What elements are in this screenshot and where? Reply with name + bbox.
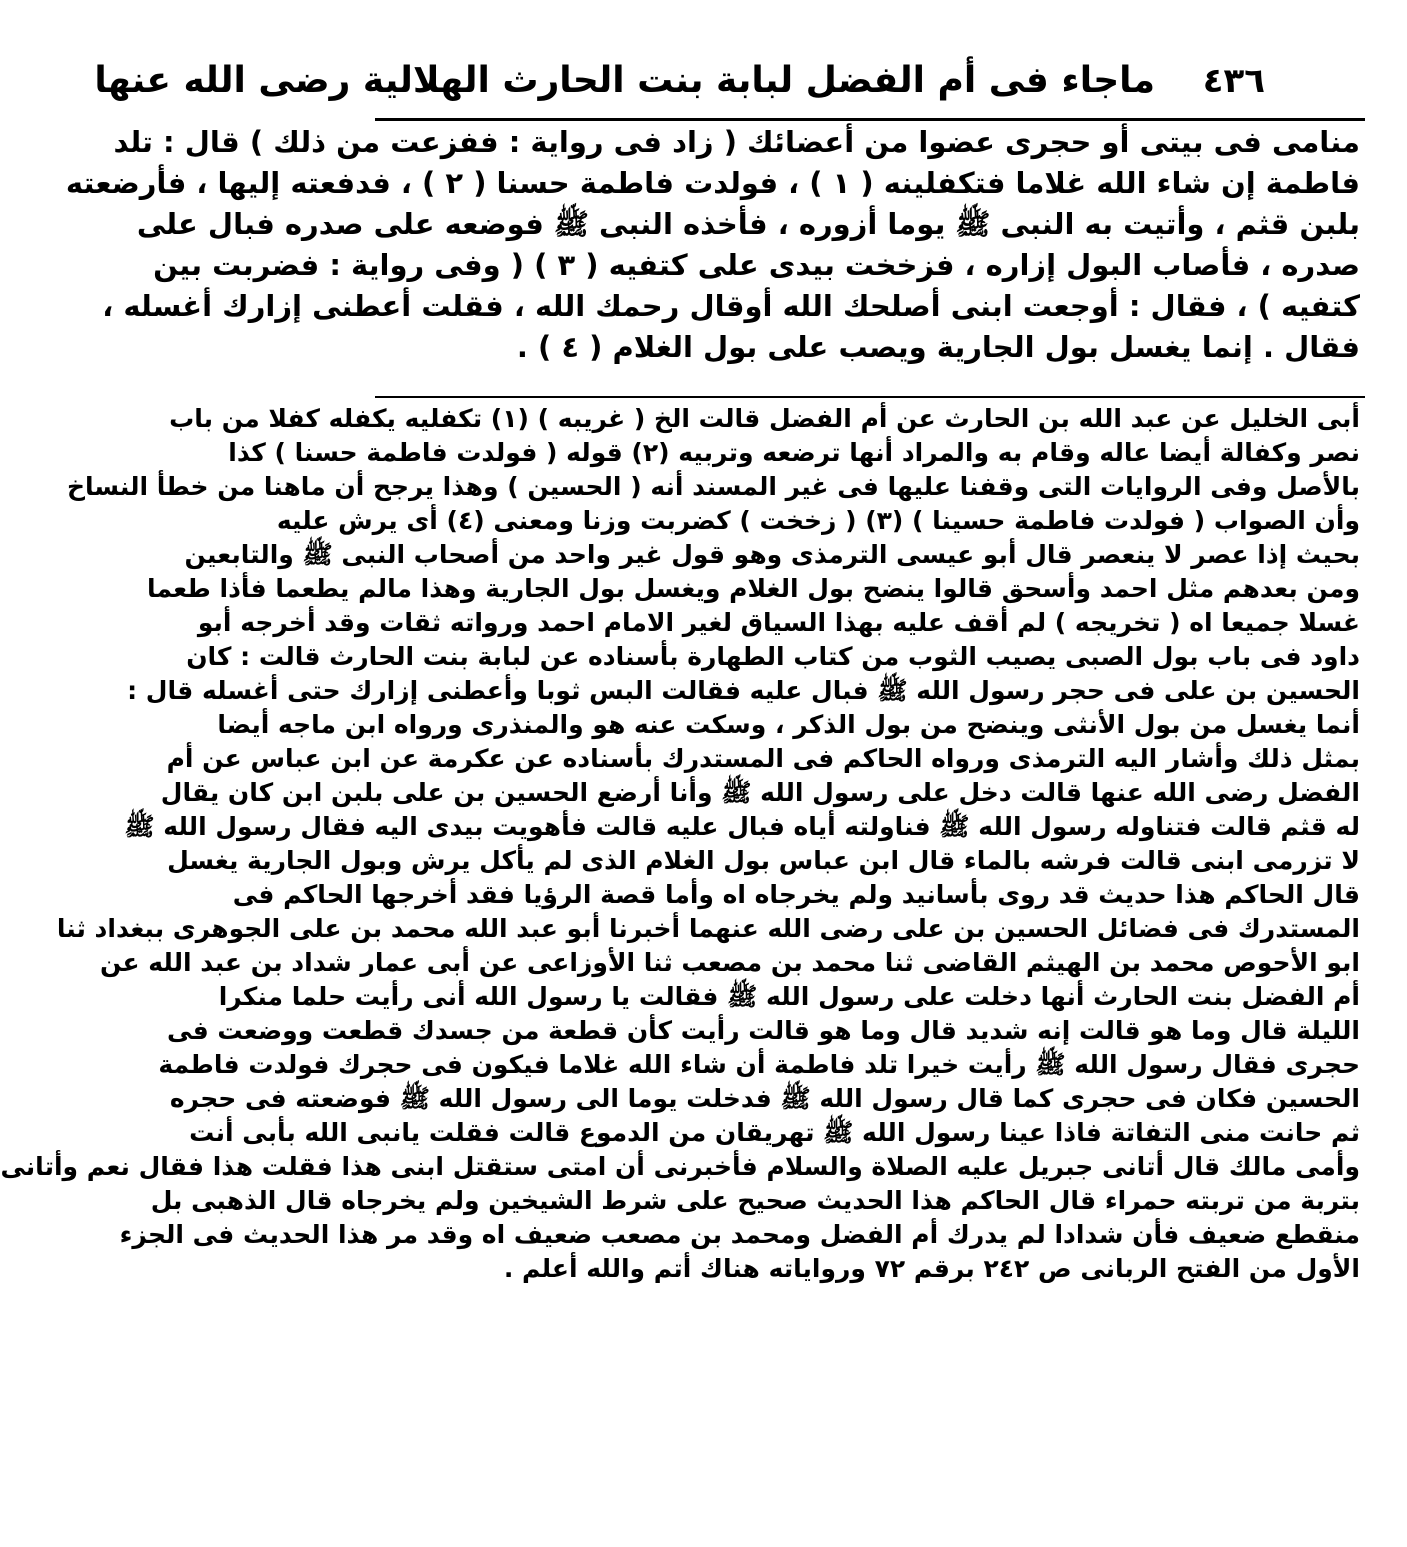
main-text-line: منامى فى بيتى أو حجرى عضوا من أعضائك ( زاد فى رواية : ففزعت من ذلك ) قال : تلد [113, 125, 1360, 159]
footnote-line: أنما يغسل من بول الأنثى وينضح من بول الذكر ، وسكت عنه هو والمنذرى ورواه ابن ماجه أيضا [217, 710, 1360, 739]
footnote-text [0, 402, 1360, 1286]
footnote-line: حجرى فقال رسول الله ﷺ رأيت خيرا تلد فاطمة أن شاء الله غلاما فيكون فى حجرك فولدت فاطمة [158, 1050, 1360, 1079]
footnote-line: المستدرك فى فضائل الحسين بن على رضى الله عنهما أخبرنا أبو عبد الله محمد بن على الجوهرى ببغداد ثنا [56, 914, 1360, 943]
footnote-line: لا تزرمى ابنى قالت فرشه بالماء قال ابن عباس بول الغلام الذى لم يأكل يرش وبول الجارية يغسل [167, 846, 1360, 875]
footnote-line: أم الفضل بنت الحارث أنها دخلت على رسول الله ﷺ فقالت يا رسول الله أنى رأيت حلما منكرا [218, 982, 1360, 1011]
footnote-line: الليلة قال وما هو قالت إنه شديد قال وما هو قالت رأيت كأن قطعة من جسدك قطعت ووضعت فى [167, 1016, 1360, 1045]
main-text-line: كتفيه ) ، فقال : أوجعت ابنى أصلحك الله أوقال رحمك الله ، فقلت أعطنى إزارك أغسله ، [102, 289, 1360, 323]
header-rule [375, 118, 1365, 121]
main-text-line: فاطمة إن شاء الله غلاما فتكفلينه ( ١ ) ، فولدت فاطمة حسنا ( ٢ ) ، فدفعته إليها ، فأرضعته [65, 166, 1360, 200]
page-number: ٤٣٦ [1202, 61, 1265, 101]
footnote-line: ابو الأحوص محمد بن الهيثم القاضى ثنا محمد بن مصعب ثنا الأوزاعى عن أبى عمار شداد بن عبد الله عن [99, 948, 1360, 977]
main-text-line: فقال . إنما يغسل بول الجارية ويصب على بول الغلام ( ٤ ) . [516, 330, 1360, 364]
footnote-line: ومن بعدهم مثل احمد وأسحق قالوا ينضح بول الغلام ويغسل بول الجارية وهذا مالم يطعما فأذا طعما [147, 574, 1360, 603]
footnote-line: بالأصل وفى الروايات التى وقفنا عليها فى غير المسند أنه ( الحسين ) وهذا يرجح أن ماهنا من خطأ النساخ [67, 472, 1360, 501]
footnote-line: قال الحاكم هذا حديث قد روى بأسانيد ولم يخرجاه اه وأما قصة الرؤيا فقد أخرجها الحاكم فى [232, 880, 1360, 909]
footnote-line: له قثم قالت فتناوله رسول الله ﷺ فناولته أياه فبال عليه قالت فأهويت بيدى اليه فقال رسول الله ﷺ [124, 812, 1360, 841]
footnote-line: بتربة من تربته حمراء قال الحاكم هذا الحديث صحيح على شرط الشيخين ولم يخرجاه قال الذهبى بل [150, 1186, 1360, 1215]
footnote-line: أبى الخليل عن عبد الله بن الحارث عن أم الفضل قالت الخ ( غريبه ) (١) تكفليه يكفله كفلا من باب [169, 404, 1360, 433]
footnote-line: وأن الصواب ( فولدت فاطمة حسينا ) (٣) ( زخخت ) كضربت وزنا ومعنى (٤) أى يرش عليه [276, 506, 1360, 535]
page-header [94, 56, 1265, 116]
running-title: ماجاء فى أم الفضل لبابة بنت الحارث الهلالية رضى الله عنها [94, 60, 1155, 101]
footnote-line: الحسين بن على فى حجر رسول الله ﷺ فبال عليه فقالت البس ثوبا وأعطنى إزارك حتى أغسله قال : [127, 676, 1360, 705]
footnote-line: داود فى باب بول الصبى يصيب الثوب من كتاب الطهارة بأسناده عن لبابة بنت الحارث قالت : كان [186, 642, 1360, 671]
footnote-line: وأمى مالك قال أتانى جبريل عليه الصلاة والسلام فأخبرنى أن امتى ستقتل ابنى هذا فقلت هذا فقال نعم وأتانى [0, 1152, 1360, 1181]
footnote-line: الحسين فكان فى حجرى كما قال رسول الله ﷺ فدخلت يوما الى رسول الله ﷺ فوضعته فى حجره [169, 1084, 1360, 1113]
footnote-line: ثم حانت منى التفاتة فاذا عينا رسول الله ﷺ تهريقان من الدموع قالت فقلت يانبى الله بأبى أنت [189, 1118, 1360, 1147]
footnote-line: بحيث إذا عصر لا ينعصر قال أبو عيسى الترمذى وهو قول غير واحد من أصحاب النبى ﷺ والتابعين [184, 540, 1360, 569]
main-text-line: صدره ، فأصاب البول إزاره ، فزخخت بيدى على كتفيه ( ٣ ) ( وفى رواية : فضربت بين [153, 248, 1360, 282]
footnote-line: غسلا جميعا اه ( تخريجه ) لم أقف عليه بهذا السياق لغير الامام احمد ورواته ثقات وقد أخرجه أبو [197, 608, 1360, 637]
footnote-line: نصر وكفالة أيضا عاله وقام به والمراد أنها ترضعه وتربيه (٢) قوله ( فولدت فاطمة حسنا ) كذا [228, 438, 1360, 467]
footnote-line: منقطع ضعيف فأن شدادا لم يدرك أم الفضل ومحمد بن مصعب ضعيف اه وقد مر هذا الحديث فى الجزء [119, 1220, 1360, 1249]
main-text [65, 122, 1360, 368]
main-text-line: بلبن قثم ، وأتيت به النبى ﷺ يوما أزوره ، فأخذه النبى ﷺ فوضعه على صدره فبال على [136, 207, 1360, 241]
footnote-line: بمثل ذلك وأشار اليه الترمذى ورواه الحاكم فى المستدرك بأسناده عن عكرمة عن ابن عباس عن أم [166, 744, 1360, 773]
footnote-line: الأول من الفتح الربانى ص ٢٤٢ برقم ٧٢ ورواياته هناك أتم والله أعلم . [503, 1254, 1360, 1283]
footnote-separator [375, 396, 1365, 398]
footnote-line: الفضل رضى الله عنها قالت دخل على رسول الله ﷺ وأنا أرضع الحسين بن على بلبن ابن كان يقال [160, 778, 1360, 807]
